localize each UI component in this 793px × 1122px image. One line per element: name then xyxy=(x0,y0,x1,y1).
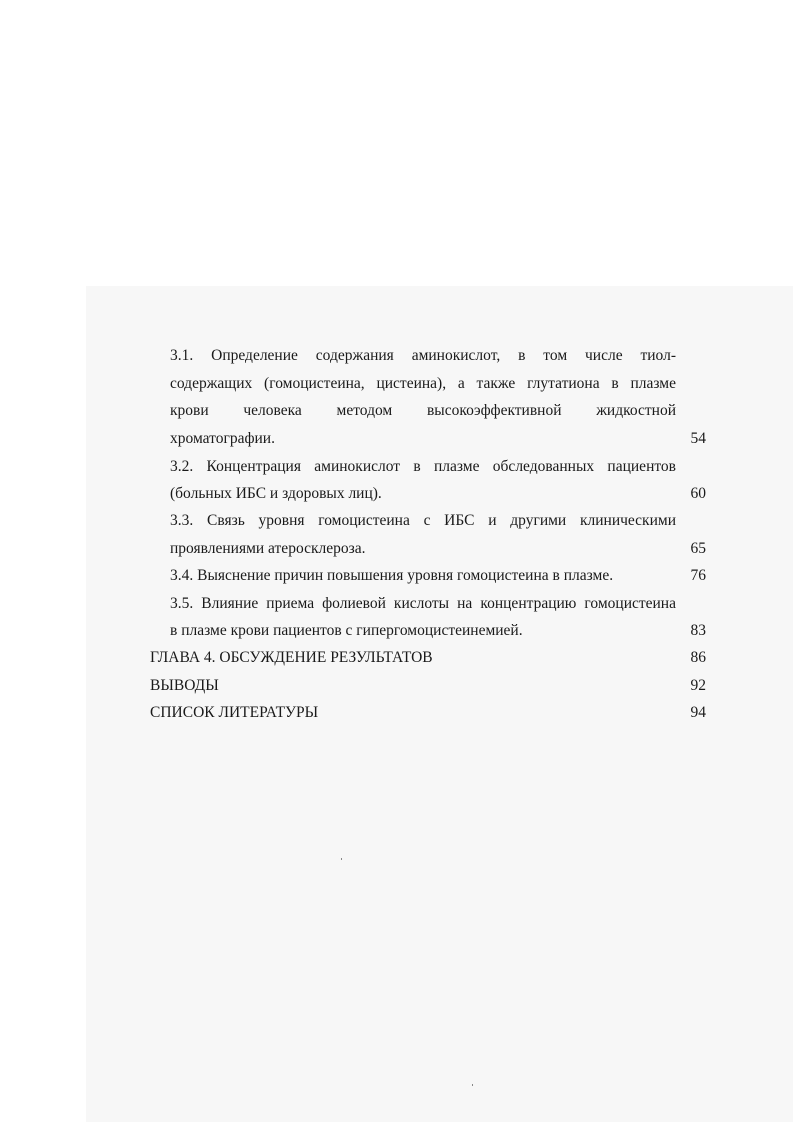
scan-speck xyxy=(341,858,342,860)
toc-page-number: 76 xyxy=(690,567,706,584)
toc-entry-3-1-line-3: крови человека методом высокоэффективной жидкостной xyxy=(170,402,676,419)
toc-entry-3-1-line-4: хроматографии. xyxy=(170,430,275,447)
toc-entry-3-3-line-1: 3.3. Связь уровня гомоцистеина с ИБС и другими клиническими xyxy=(170,512,676,529)
toc-entry-3-3-line-2: проявлениями атеросклероза. xyxy=(170,540,366,557)
toc-entry-3-2-line-2: (больных ИБС и здоровых лиц). xyxy=(170,485,382,502)
toc-entry-3-1-line-1: 3.1. Определение содержания аминокислот, в том числе тиол- xyxy=(170,347,676,364)
toc-page-number: 60 xyxy=(690,485,706,502)
toc-page-number: 54 xyxy=(690,430,706,447)
toc-entry-3-5-line-1: 3.5. Влияние приема фолиевой кислоты на концентрацию гомоцистеина xyxy=(170,595,676,612)
toc-page-number: 94 xyxy=(690,704,706,721)
toc-entry-3-4-line-1: 3.4. Выяснение причин повышения уровня гомоцистеина в плазме. xyxy=(170,567,614,584)
toc-chapter-4: ГЛАВА 4. ОБСУЖДЕНИЕ РЕЗУЛЬТАТОВ xyxy=(150,649,433,666)
toc-entry-3-2-line-1: 3.2. Концентрация аминокислот в плазме обследованных пациентов xyxy=(170,458,676,475)
toc-page-number: 65 xyxy=(690,540,706,557)
toc-references: СПИСОК ЛИТЕРАТУРЫ xyxy=(150,704,319,721)
toc-page-number: 83 xyxy=(690,622,706,639)
toc-page-number: 86 xyxy=(690,649,706,666)
toc-conclusions: ВЫВОДЫ xyxy=(150,677,219,694)
toc-entry-3-1-line-2: содержащих (гомоцистеина, цистеина), а также глутатиона в плазме xyxy=(170,375,676,392)
scan-speck xyxy=(472,1084,473,1086)
toc-page-number: 92 xyxy=(690,677,706,694)
toc-entry-3-5-line-2: в плазме крови пациентов с гипергомоцистеинемией. xyxy=(170,622,523,639)
